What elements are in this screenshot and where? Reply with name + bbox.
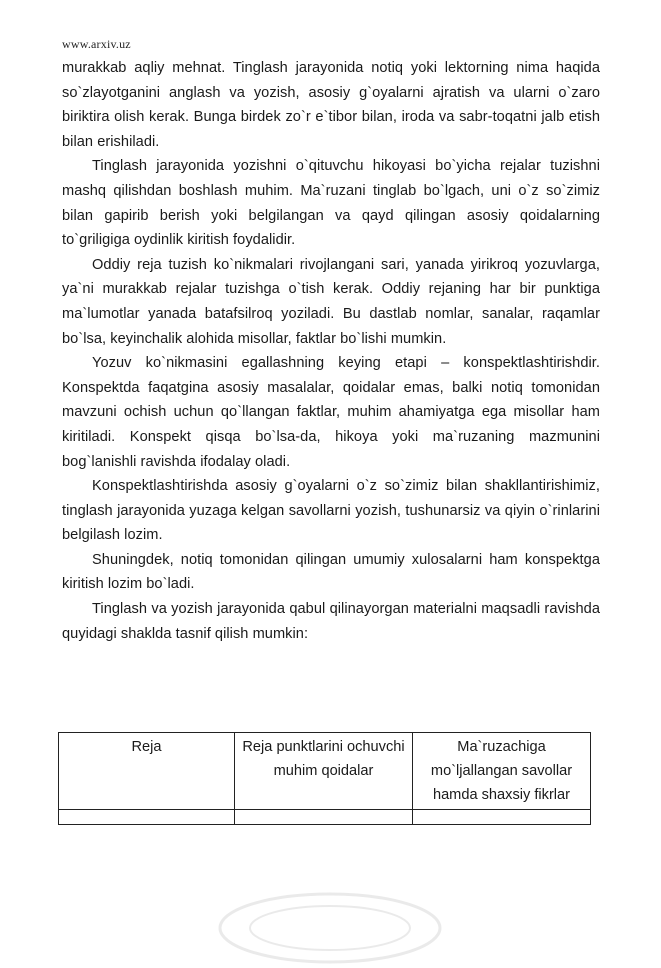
paragraph-4: Yozuv ko`nikmasini egallashning keying etapi – konspektlashtirishdir. Konspektda faqatgina asosiy masalalar, qoidalar emas, balki notiq tomonidan mavzuni ochish uchun qo`llangan faktlar, muhim ahamiyatga ega misollar ham kiritiladi. Konspekt qisqa bo`lsa-da, hikoya yoki ma`ruzaning mazmunini bog`lanishli ravishda ifodalay oladi. — [62, 355, 600, 470]
paragraph-2: Tinglash jarayonida yozishni o`qituvchu hikoyasi bo`yicha rejalar tuzishni mashq qilishdan boshlash muhim. Ma`ruzani tinglab bo`lgach, uni o`z so`zimiz bilan gapirib berish yoki belgilangan va qayd qilingan asosiy qoidalarning to`griligiga oydinlik kiritish foydalidir. — [62, 158, 600, 249]
watermark-graphic — [205, 888, 455, 968]
document-body — [62, 56, 600, 646]
paragraph-5: Konspektlashtirishda asosiy g`oyalarni o`z so`zimiz bilan shakllantirishimiz, tinglash jarayonida yuzaga kelgan savollarni yozish, tushunarsiz va qiyin o`rinlarini belgilash lozim. — [62, 478, 600, 544]
table-header-row — [59, 733, 591, 810]
column-header-reja: Reja — [59, 733, 235, 810]
table-row — [59, 810, 591, 825]
paragraph-3: Oddiy reja tuzish ko`nikmalari rivojlangani sari, yanada yirikroq yozuvlarga, ya`ni murakkab rejalar tuzishga o`tish kerak. Oddiy rejaning har bir punktiga ma`lumotlar yanada batafsilroq yoziladi. Bu dastlab nomlar, sanalar, raqamlar bo`lsa, keyinchalik alohida misollar, faktlar bo`lishi mumkin. — [62, 256, 600, 347]
table-cell — [59, 810, 235, 825]
column-header-savollar: Ma`ruzachiga mo`ljallangan savollar hamda shaxsiy fikrlar — [413, 733, 591, 810]
classification-table — [58, 732, 591, 825]
column-header-qoidalar: Reja punktlarini ochuvchi muhim qoidalar — [235, 733, 413, 810]
paragraph-7: Tinglash va yozish jarayonida qabul qilinayorgan materialni maqsadli ravishda quyidagi shaklda tasnif qilish mumkin: — [62, 601, 600, 642]
table-cell — [235, 810, 413, 825]
site-url-header: www.arxiv.uz — [62, 37, 131, 51]
classification-table-wrapper — [58, 732, 590, 825]
paragraph-6: Shuningdek, notiq tomonidan qilingan umumiy xulosalarni ham konspektga kiritish lozim bo`ladi. — [62, 551, 600, 593]
table-cell — [413, 810, 591, 825]
paragraph-1: murakkab aqliy mehnat. Tinglash jarayonida notiq yoki lektorning nima haqida so`zlayotganini anglash va yozish, asosiy g`oyalarni ajratish va ularni o`zaro biriktira olish kerak. Bunga birdek zo`r e`tibor bilan, iroda va sabr-toqatni jalb etish bilan erishiladi. — [62, 60, 600, 150]
